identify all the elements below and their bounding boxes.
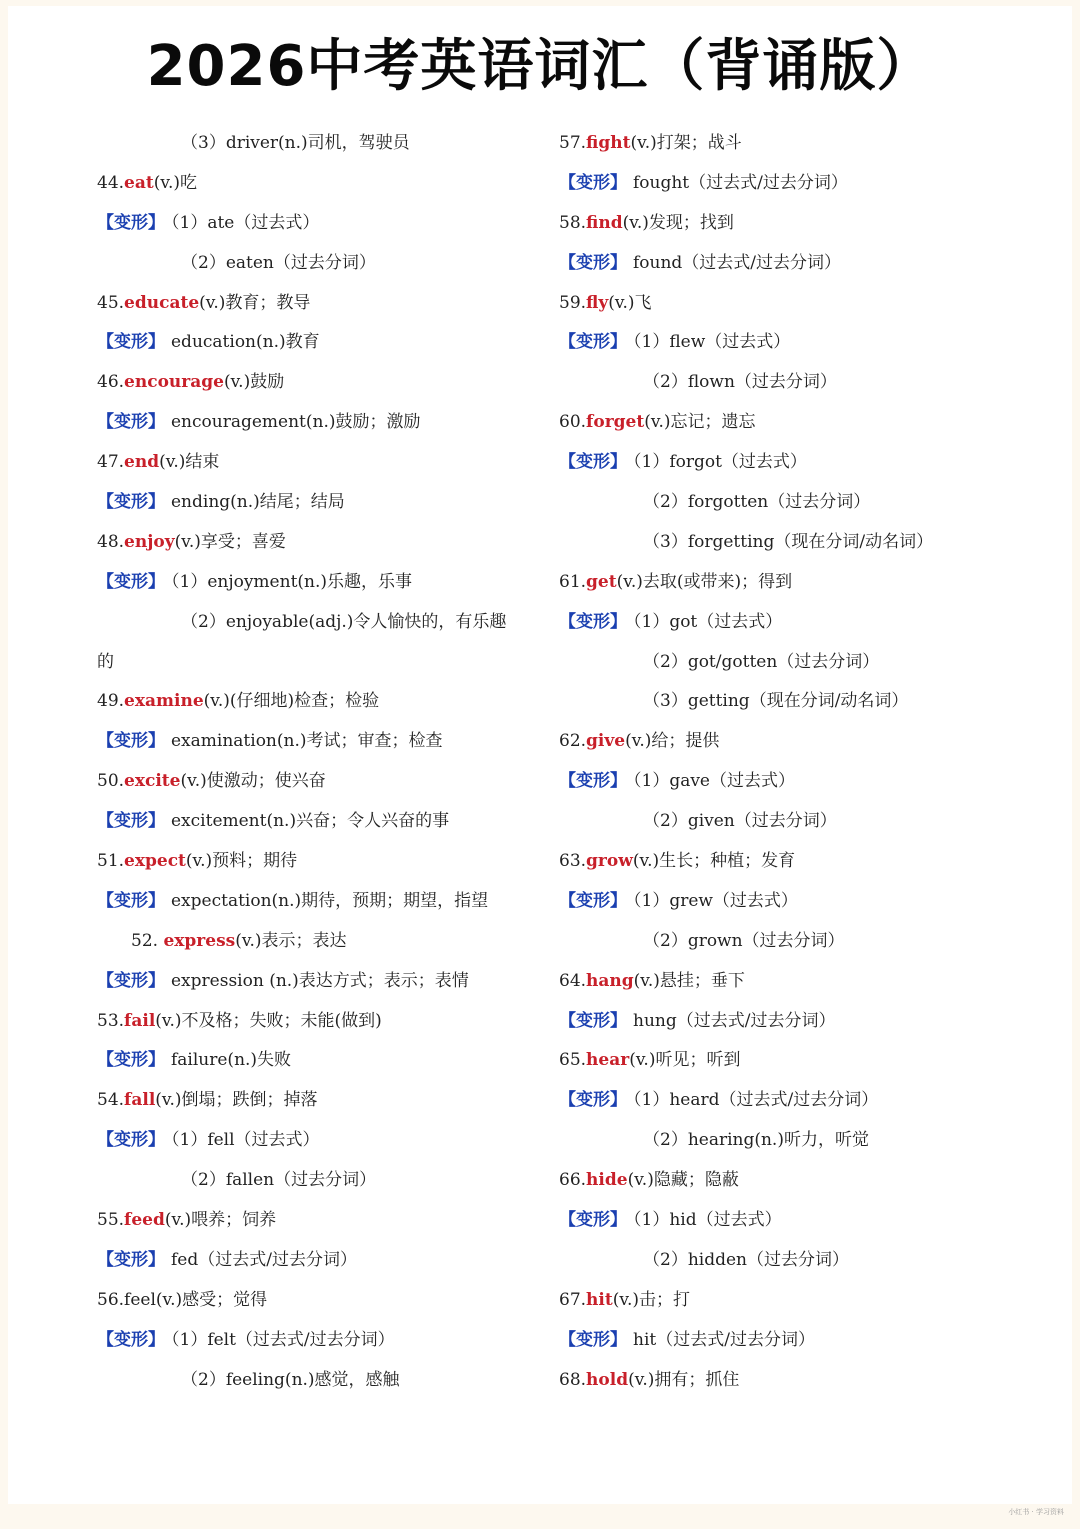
vocab-entry bbox=[559, 204, 1039, 244]
inflection-line bbox=[559, 164, 1039, 204]
entry-definition: (v.)悬挂；垂下 bbox=[633, 970, 745, 991]
inflection-form: （1）hid（过去式） bbox=[633, 1210, 782, 1231]
entry-definition: (v.)使激动；使兴奋 bbox=[180, 771, 326, 792]
entry-number: 54. bbox=[97, 1090, 125, 1111]
inflection-subline: （2）fallen（过去分词） bbox=[181, 1170, 377, 1191]
inflection-form: （1）flew（过去式） bbox=[633, 332, 791, 353]
inflection-line bbox=[559, 323, 1039, 363]
vocab-entry bbox=[559, 563, 1039, 603]
entry-number: 68. bbox=[559, 1369, 587, 1390]
entry-definition: (v.)不及格；失败；未能(做到) bbox=[155, 1010, 382, 1031]
entry-number: 62. bbox=[559, 731, 587, 752]
entry-number: 63. bbox=[559, 851, 587, 872]
vocab-entry bbox=[97, 1201, 577, 1241]
entry-definition: (v.)忘记；遗忘 bbox=[644, 412, 756, 433]
inflection-subline: （3）driver(n.)司机，驾驶员 bbox=[181, 133, 410, 153]
entry-keyword: hear bbox=[586, 1050, 630, 1071]
inflection-tag: 【变形】 bbox=[97, 571, 165, 592]
entry-keyword: educate bbox=[124, 292, 200, 313]
inflection-form: expectation(n.)期待，预期；期望，指望 bbox=[171, 890, 489, 911]
inflection-tag: 【变形】 bbox=[559, 452, 627, 473]
vocab-entry bbox=[97, 922, 577, 962]
entry-number: 52. bbox=[131, 930, 164, 951]
entry-keyword: hold bbox=[586, 1369, 629, 1390]
watermark: 小红书 · 学习资料 bbox=[1008, 1508, 1064, 1516]
vocab-entry bbox=[97, 363, 577, 403]
page-title: 2026中考英语词汇（背诵版） bbox=[146, 34, 934, 99]
entry-number: 44. bbox=[97, 172, 125, 193]
inflection-line bbox=[559, 244, 1039, 284]
vocab-entry bbox=[97, 284, 577, 324]
entry-definition: (v.)鼓励 bbox=[223, 372, 285, 393]
inflection-form: （1）heard（过去式/过去分词） bbox=[633, 1090, 879, 1111]
entry-keyword: hit bbox=[586, 1289, 613, 1310]
inflection-form: hung（过去式/过去分词） bbox=[633, 1010, 836, 1031]
inflection-subline: （2）got/gotten（过去分词） bbox=[643, 651, 880, 672]
inflection-tag: 【变形】 bbox=[97, 1050, 165, 1071]
inflection-subline: （2）grown（过去分词） bbox=[643, 930, 845, 951]
entry-number: 61. bbox=[559, 571, 587, 592]
inflection-tag: 【变形】 bbox=[559, 172, 627, 193]
inflection-tag: 【变形】 bbox=[559, 1210, 627, 1231]
entry-keyword: fly bbox=[586, 292, 609, 313]
inflection-line bbox=[97, 204, 577, 244]
entry-number: 58. bbox=[559, 212, 587, 233]
inflection-form: （1）forgot（过去式） bbox=[633, 452, 807, 473]
vocab-entry bbox=[559, 284, 1039, 324]
vocab-entry bbox=[97, 1002, 577, 1042]
inflection-form: excitement(n.)兴奋；令人兴奋的事 bbox=[171, 811, 450, 832]
inflection-line bbox=[97, 962, 577, 1002]
entry-definition: (v.)吃 bbox=[153, 172, 197, 193]
inflection-subline: （3）getting（现在分词/动名词） bbox=[643, 691, 909, 712]
entry-number: 60. bbox=[559, 412, 587, 433]
inflection-form: education(n.)教育 bbox=[171, 332, 320, 353]
entry-number: 50. bbox=[97, 771, 125, 792]
inflection-form: ending(n.)结尾；结局 bbox=[171, 492, 345, 513]
vocab-entry bbox=[97, 842, 577, 882]
inflection-form: fought（过去式/过去分词） bbox=[633, 172, 848, 193]
entry-definition: (v.)享受；喜爱 bbox=[174, 531, 286, 552]
entry-keyword: forget bbox=[586, 412, 645, 433]
entry-keyword: fail bbox=[124, 1010, 156, 1031]
inflection-tag: 【变形】 bbox=[97, 1249, 165, 1270]
inflection-line bbox=[97, 1041, 577, 1081]
entry-number: 57. bbox=[559, 133, 587, 153]
entry-keyword: fight bbox=[586, 133, 631, 153]
entry-number: 45. bbox=[97, 292, 125, 313]
inflection-tag: 【变形】 bbox=[97, 212, 165, 233]
vocab-entry bbox=[97, 762, 577, 802]
vocab-entry bbox=[97, 682, 577, 722]
inflection-line bbox=[559, 1002, 1039, 1042]
vocab-entry bbox=[559, 722, 1039, 762]
entry-definition: (v.)预料；期待 bbox=[185, 851, 298, 872]
inflection-line bbox=[97, 1121, 577, 1161]
inflection-subline: （2）flown（过去分词） bbox=[643, 372, 837, 393]
entry-definition: (v.)发现；找到 bbox=[622, 212, 734, 233]
entry-keyword: examine bbox=[124, 691, 204, 712]
entry-keyword: hide bbox=[586, 1170, 628, 1191]
vocab-entry bbox=[559, 842, 1039, 882]
inflection-form: encouragement(n.)鼓励；激励 bbox=[171, 412, 421, 433]
inflection-tag: 【变形】 bbox=[97, 731, 165, 752]
entry-number: 65. bbox=[559, 1050, 587, 1071]
inflection-line bbox=[97, 722, 577, 762]
inflection-tag: 【变形】 bbox=[559, 1329, 627, 1350]
entry-number: 59. bbox=[559, 292, 587, 313]
inflection-tag: 【变形】 bbox=[97, 811, 165, 832]
entry-keyword: encourage bbox=[124, 372, 224, 393]
entry-keyword: get bbox=[586, 571, 617, 592]
inflection-form: （1）got（过去式） bbox=[633, 611, 783, 632]
entry-keyword: end bbox=[124, 452, 160, 473]
entry-keyword: find bbox=[586, 212, 623, 233]
inflection-tag: 【变形】 bbox=[97, 332, 165, 353]
entry-number: 67. bbox=[559, 1289, 587, 1310]
inflection-form: （1）ate（过去式） bbox=[171, 212, 320, 233]
inflection-tag: 【变形】 bbox=[559, 1010, 627, 1031]
inflection-subline: （2）feeling(n.)感觉，感触 bbox=[181, 1369, 400, 1390]
entry-number: 53. bbox=[97, 1010, 125, 1031]
inflection-line bbox=[559, 1081, 1039, 1121]
inflection-line bbox=[97, 882, 577, 922]
inflection-subline: （2）hidden（过去分词） bbox=[643, 1249, 849, 1270]
entry-definition: (v.)喂养；饲养 bbox=[164, 1210, 277, 1231]
entry-definition: (v.)去取(或带来)；得到 bbox=[616, 571, 793, 592]
entry-definition: (v.)给；提供 bbox=[625, 731, 720, 752]
inflection-form: found（过去式/过去分词） bbox=[633, 252, 842, 273]
vocab-entry bbox=[97, 523, 577, 563]
entry-number: 64. bbox=[559, 970, 587, 991]
inflection-line bbox=[559, 882, 1039, 922]
inflection-form: examination(n.)考试；审查；检查 bbox=[171, 731, 443, 752]
text-line: 56.feel(v.)感受；觉得 bbox=[97, 1289, 268, 1310]
inflection-form: （1）enjoyment(n.)乐趣，乐事 bbox=[171, 571, 413, 592]
left-column bbox=[97, 124, 577, 1401]
inflection-tag: 【变形】 bbox=[559, 890, 627, 911]
inflection-subline: （2）enjoyable(adj.)令人愉快的，有乐趣 bbox=[181, 611, 507, 632]
entry-keyword: hang bbox=[586, 970, 634, 991]
vocab-entry bbox=[559, 1041, 1039, 1081]
entry-keyword: give bbox=[586, 731, 626, 752]
inflection-line bbox=[559, 762, 1039, 802]
inflection-form: expression (n.)表达方式；表示；表情 bbox=[171, 970, 469, 991]
inflection-tag: 【变形】 bbox=[97, 492, 165, 513]
entry-definition: (v.)隐藏；隐蔽 bbox=[627, 1170, 739, 1191]
inflection-tag: 【变形】 bbox=[97, 1329, 165, 1350]
inflection-tag: 【变形】 bbox=[559, 611, 627, 632]
vocab-entry bbox=[97, 164, 577, 204]
entry-keyword: excite bbox=[124, 771, 181, 792]
entry-definition: (v.)(仔细地)检查；检验 bbox=[203, 691, 380, 712]
entry-definition: (v.)表示；表达 bbox=[235, 930, 347, 951]
inflection-form: failure(n.)失败 bbox=[171, 1050, 292, 1071]
vocab-entry bbox=[559, 1281, 1039, 1321]
text-line: 的 bbox=[97, 651, 114, 672]
inflection-tag: 【变形】 bbox=[559, 252, 627, 273]
entry-definition: (v.)生长；种植；发育 bbox=[632, 851, 796, 872]
inflection-form: （1）felt（过去式/过去分词） bbox=[171, 1329, 395, 1350]
entry-definition: (v.)击；打 bbox=[612, 1289, 690, 1310]
inflection-subline: （2）forgotten（过去分词） bbox=[643, 492, 871, 513]
vocab-entry bbox=[97, 443, 577, 483]
inflection-form: （1）gave（过去式） bbox=[633, 771, 795, 792]
inflection-subline: （2）eaten（过去分词） bbox=[181, 252, 376, 273]
entry-number: 51. bbox=[97, 851, 125, 872]
inflection-line bbox=[97, 483, 577, 523]
entry-number: 47. bbox=[97, 452, 125, 473]
entry-keyword: fall bbox=[124, 1090, 156, 1111]
entry-definition: (v.)飞 bbox=[608, 292, 652, 313]
inflection-tag: 【变形】 bbox=[559, 332, 627, 353]
inflection-tag: 【变形】 bbox=[97, 1130, 165, 1151]
vocab-entry bbox=[559, 1361, 1039, 1401]
entry-definition: (v.)结束 bbox=[159, 452, 220, 473]
entry-number: 46. bbox=[97, 372, 125, 393]
inflection-tag: 【变形】 bbox=[97, 970, 165, 991]
inflection-line bbox=[97, 323, 577, 363]
vocab-entry bbox=[559, 1161, 1039, 1201]
inflection-line bbox=[97, 1241, 577, 1281]
inflection-line bbox=[97, 802, 577, 842]
inflection-tag: 【变形】 bbox=[559, 1090, 627, 1111]
inflection-line bbox=[559, 603, 1039, 643]
entry-number: 66. bbox=[559, 1170, 587, 1191]
entry-definition: (v.)听见；听到 bbox=[629, 1050, 741, 1071]
inflection-subline: （3）forgetting（现在分词/动名词） bbox=[643, 531, 934, 552]
inflection-form: （1）fell（过去式） bbox=[171, 1130, 320, 1151]
entry-keyword: expect bbox=[124, 851, 186, 872]
inflection-form: hit（过去式/过去分词） bbox=[633, 1329, 815, 1350]
entry-number: 48. bbox=[97, 531, 125, 552]
inflection-line bbox=[97, 563, 577, 603]
inflection-form: （1）grew（过去式） bbox=[633, 890, 798, 911]
inflection-tag: 【变形】 bbox=[97, 890, 165, 911]
entry-keyword: grow bbox=[586, 851, 633, 872]
inflection-line bbox=[559, 1321, 1039, 1361]
inflection-subline: （2）given（过去分词） bbox=[643, 811, 837, 832]
inflection-tag: 【变形】 bbox=[559, 771, 627, 792]
entry-definition: (v.)倒塌；跌倒；掉落 bbox=[155, 1090, 318, 1111]
entry-keyword: feed bbox=[124, 1210, 165, 1231]
inflection-subline: （2）hearing(n.)听力，听觉 bbox=[643, 1130, 869, 1151]
inflection-line bbox=[559, 443, 1039, 483]
inflection-line bbox=[97, 403, 577, 443]
entry-definition: (v.)拥有；抓住 bbox=[628, 1369, 740, 1390]
vocab-entry bbox=[559, 962, 1039, 1002]
entry-definition: (v.)打架；战斗 bbox=[630, 133, 742, 153]
entry-number: 55. bbox=[97, 1210, 125, 1231]
vocab-entry bbox=[559, 403, 1039, 443]
entry-keyword: enjoy bbox=[124, 531, 175, 552]
inflection-form: fed（过去式/过去分词） bbox=[171, 1249, 357, 1270]
inflection-line bbox=[97, 1321, 577, 1361]
entry-keyword: eat bbox=[124, 172, 154, 193]
vocab-entry bbox=[97, 1081, 577, 1121]
entry-keyword: express bbox=[163, 930, 236, 951]
entry-definition: (v.)教育；教导 bbox=[199, 292, 311, 313]
vocab-entry bbox=[559, 124, 1039, 164]
inflection-tag: 【变形】 bbox=[97, 412, 165, 433]
inflection-line bbox=[559, 1201, 1039, 1241]
right-column bbox=[559, 124, 1039, 1401]
entry-number: 49. bbox=[97, 691, 125, 712]
